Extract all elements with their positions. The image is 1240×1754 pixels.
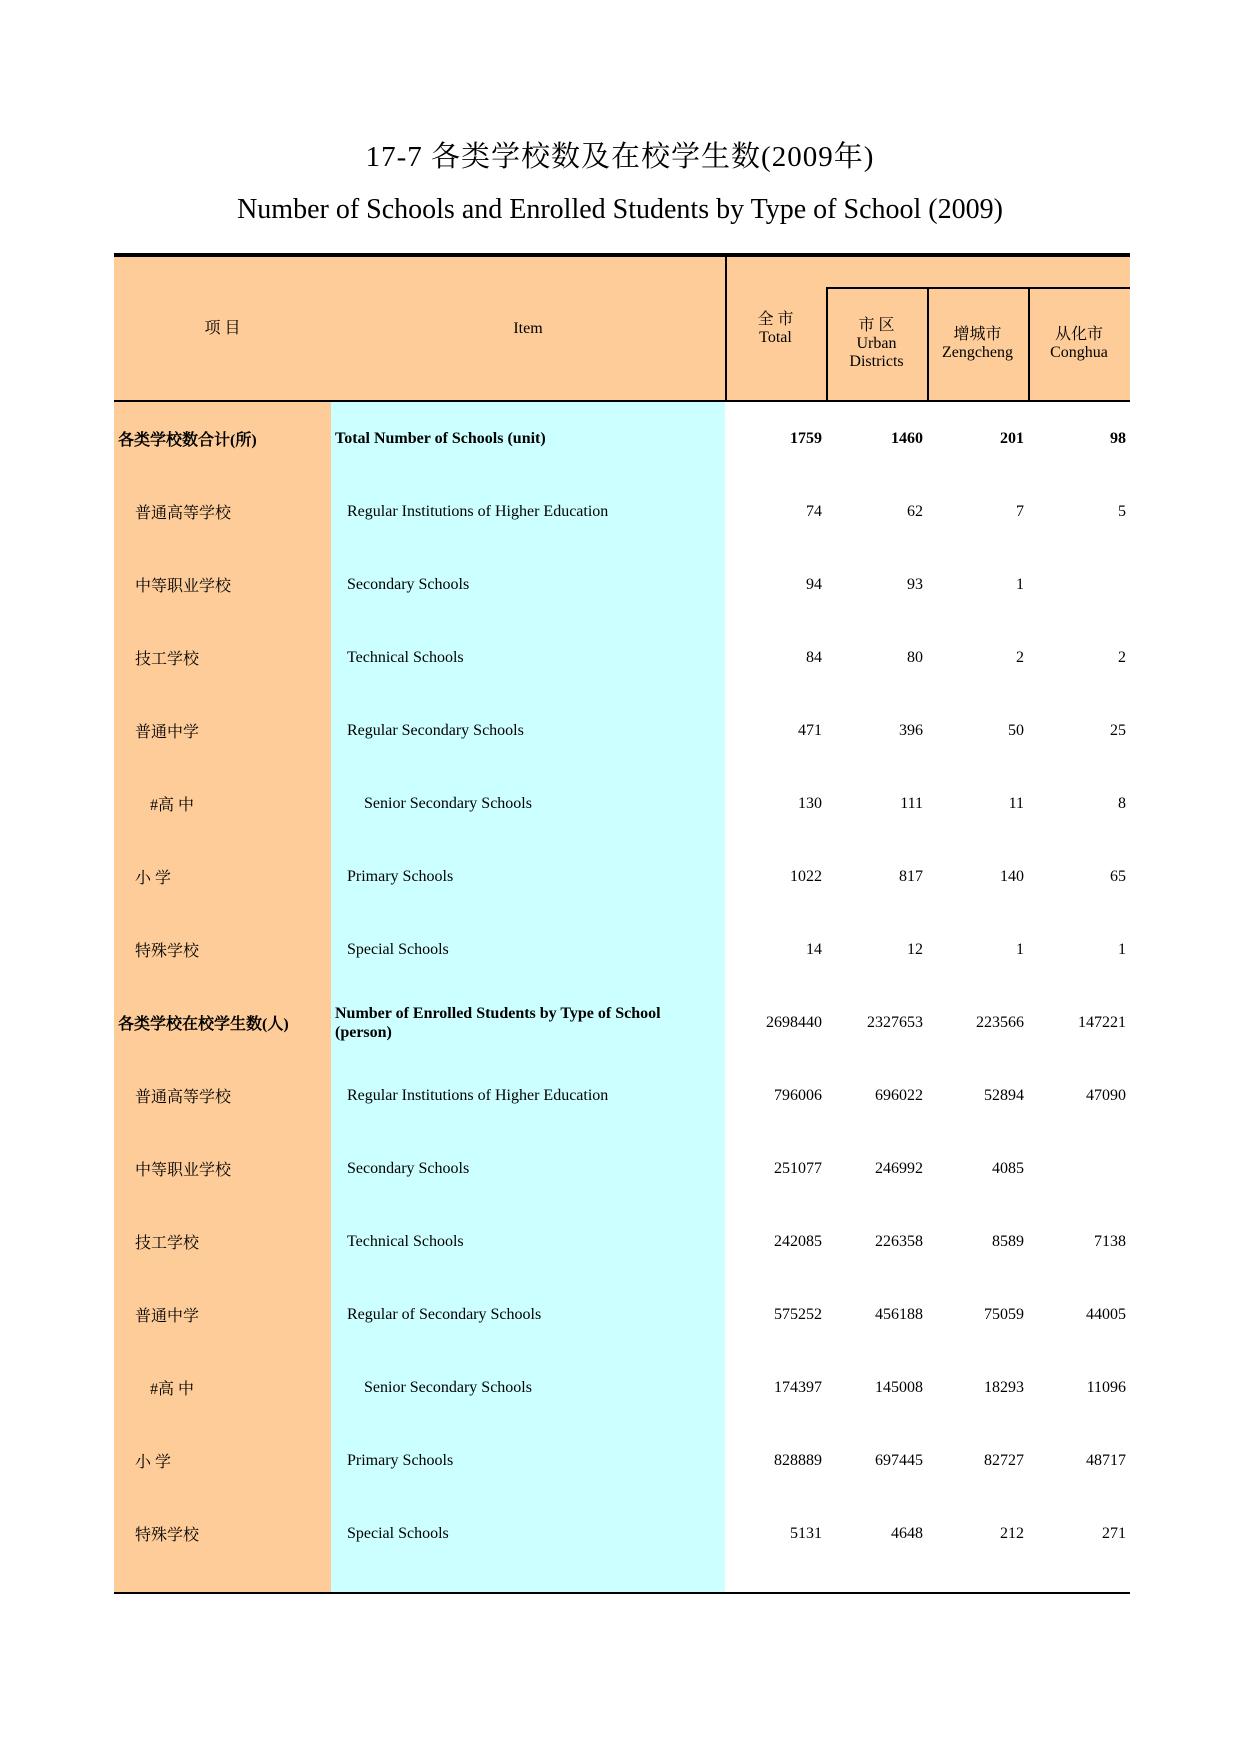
row-label-cn: 各类学校在校学生数(人) bbox=[118, 1016, 289, 1033]
cell-urban: 2327653 bbox=[867, 1013, 923, 1031]
table-row bbox=[114, 621, 1130, 694]
cell-urban: 696022 bbox=[875, 1086, 923, 1104]
table-row bbox=[114, 1132, 1130, 1205]
cell-total: 94 bbox=[806, 575, 822, 593]
cell-conghua: 48717 bbox=[1086, 1451, 1126, 1469]
cell-total: 242085 bbox=[774, 1232, 822, 1250]
row-label-en: Number of Enrolled Students by Type of School (person) bbox=[335, 1004, 661, 1041]
row-label-en: Senior Secondary Schools bbox=[364, 795, 532, 812]
cell-total: 796006 bbox=[774, 1086, 822, 1104]
cell-total: 14 bbox=[806, 940, 822, 958]
row-label-cn: 技工学校 bbox=[135, 651, 200, 668]
row-label-cn: #高 中 bbox=[150, 1381, 195, 1398]
cell-total: 575252 bbox=[774, 1305, 822, 1323]
cell-zengcheng: 212 bbox=[1000, 1524, 1024, 1542]
cell-urban: 111 bbox=[900, 794, 923, 812]
cell-urban: 697445 bbox=[875, 1451, 923, 1469]
cell-urban: 80 bbox=[907, 648, 923, 666]
cell-conghua: 7138 bbox=[1094, 1232, 1126, 1250]
cell-zengcheng: 8589 bbox=[992, 1232, 1024, 1250]
header-zengcheng-cn: 增城市 bbox=[953, 325, 1002, 343]
row-label-en: Secondary Schools bbox=[347, 576, 470, 593]
header-urban-en: Urban bbox=[856, 334, 897, 352]
cell-urban: 246992 bbox=[875, 1159, 923, 1177]
cell-zengcheng: 7 bbox=[1016, 502, 1024, 520]
table-row bbox=[114, 1497, 1130, 1570]
cell-total: 1759 bbox=[790, 429, 822, 447]
cell-conghua: 5 bbox=[1118, 502, 1126, 520]
cell-total: 74 bbox=[806, 502, 822, 520]
row-label-cn: 小 学 bbox=[135, 870, 172, 887]
row-label-en: Technical Schools bbox=[347, 649, 464, 666]
cell-zengcheng: 82727 bbox=[984, 1451, 1024, 1469]
row-label-en: Secondary Schools bbox=[347, 1160, 470, 1177]
table-row bbox=[114, 1205, 1130, 1278]
row-label-en: Technical Schools bbox=[347, 1233, 464, 1250]
table-row bbox=[114, 840, 1130, 913]
cell-zengcheng: 18293 bbox=[984, 1378, 1024, 1396]
cell-conghua bbox=[1028, 548, 1130, 621]
cell-conghua: 147221 bbox=[1078, 1013, 1126, 1031]
cell-total: 828889 bbox=[774, 1451, 822, 1469]
row-label-en: Primary Schools bbox=[347, 868, 454, 885]
header-zengcheng-en: Zengcheng bbox=[941, 343, 1014, 361]
row-label-cn: #高 中 bbox=[150, 797, 195, 814]
cell-urban: 226358 bbox=[875, 1232, 923, 1250]
header-item-cn: 项 目 bbox=[204, 319, 241, 337]
cell-zengcheng: 201 bbox=[1000, 429, 1024, 447]
cell-total: 84 bbox=[806, 648, 822, 666]
table-row bbox=[114, 1059, 1130, 1132]
row-label-cn: 普通高等学校 bbox=[135, 505, 232, 522]
header-urban-en2: Districts bbox=[849, 352, 904, 370]
row-label-en: Regular Secondary Schools bbox=[347, 722, 524, 739]
row-label-cn: 普通高等学校 bbox=[135, 1089, 232, 1106]
cell-conghua bbox=[1028, 1132, 1130, 1205]
cell-conghua: 47090 bbox=[1086, 1086, 1126, 1104]
table-row bbox=[114, 986, 1130, 1059]
cell-zengcheng: 11 bbox=[1008, 794, 1024, 812]
cell-zengcheng: 50 bbox=[1008, 721, 1024, 739]
header-zengcheng bbox=[927, 287, 1028, 400]
row-label-en: Senior Secondary Schools bbox=[364, 1379, 532, 1396]
header-item-en: Item bbox=[513, 319, 543, 337]
cell-urban: 145008 bbox=[875, 1378, 923, 1396]
cell-total: 130 bbox=[798, 794, 822, 812]
cell-conghua: 271 bbox=[1102, 1524, 1126, 1542]
cell-conghua: 44005 bbox=[1086, 1305, 1126, 1323]
header-total bbox=[725, 257, 826, 400]
cell-zengcheng: 2 bbox=[1016, 648, 1024, 666]
cell-conghua: 25 bbox=[1110, 721, 1126, 739]
cell-conghua: 2 bbox=[1118, 648, 1126, 666]
page-title-en: Number of Schools and Enrolled Students by Type of School (2009) bbox=[237, 194, 1003, 225]
row-label-cn: 普通中学 bbox=[135, 724, 200, 741]
cell-total: 251077 bbox=[774, 1159, 822, 1177]
cell-urban: 93 bbox=[907, 575, 923, 593]
row-label-cn: 中等职业学校 bbox=[135, 578, 232, 595]
row-label-en: Regular Institutions of Higher Education bbox=[347, 1087, 609, 1104]
cell-conghua: 11096 bbox=[1086, 1378, 1126, 1396]
header-conghua bbox=[1028, 287, 1130, 400]
row-label-en: Special Schools bbox=[347, 941, 449, 958]
cell-zengcheng: 223566 bbox=[976, 1013, 1024, 1031]
cell-zengcheng: 52894 bbox=[984, 1086, 1024, 1104]
header-urban-cn: 市 区 bbox=[858, 316, 895, 334]
table-row bbox=[114, 402, 1130, 475]
cell-zengcheng: 140 bbox=[1000, 867, 1024, 885]
cell-urban: 12 bbox=[907, 940, 923, 958]
header-conghua-en: Conghua bbox=[1050, 343, 1108, 361]
table-row bbox=[114, 1278, 1130, 1351]
table-row bbox=[114, 1424, 1130, 1497]
cell-total: 174397 bbox=[774, 1378, 822, 1396]
bottom-rule bbox=[114, 1592, 1130, 1594]
table-row bbox=[114, 548, 1130, 621]
cell-total: 471 bbox=[798, 721, 822, 739]
cell-conghua: 8 bbox=[1118, 794, 1126, 812]
table-row bbox=[114, 475, 1130, 548]
row-label-cn: 技工学校 bbox=[135, 1235, 200, 1252]
cell-zengcheng: 75059 bbox=[984, 1305, 1024, 1323]
table-row bbox=[114, 913, 1130, 986]
row-label-cn: 中等职业学校 bbox=[135, 1162, 232, 1179]
row-label-cn: 普通中学 bbox=[135, 1308, 200, 1325]
cell-zengcheng: 1 bbox=[1016, 575, 1024, 593]
row-label-cn: 小 学 bbox=[135, 1454, 172, 1471]
header-total-en: Total bbox=[759, 328, 792, 346]
cell-urban: 4648 bbox=[891, 1524, 923, 1542]
cell-urban: 456188 bbox=[875, 1305, 923, 1323]
row-label-cn: 特殊学校 bbox=[135, 943, 200, 960]
cell-total: 5131 bbox=[790, 1524, 822, 1542]
cell-zengcheng: 4085 bbox=[992, 1159, 1024, 1177]
cell-urban: 1460 bbox=[891, 429, 923, 447]
row-label-cn: 特殊学校 bbox=[135, 1527, 200, 1544]
row-label-en: Regular of Secondary Schools bbox=[347, 1306, 542, 1323]
row-label-en: Regular Institutions of Higher Education bbox=[347, 503, 609, 520]
page-title-cn: 17-7 各类学校数及在校学生数(2009年) bbox=[365, 141, 875, 173]
row-label-cn: 各类学校数合计(所) bbox=[118, 432, 257, 449]
cell-urban: 817 bbox=[899, 867, 923, 885]
cell-urban: 62 bbox=[907, 502, 923, 520]
row-label-en: Primary Schools bbox=[347, 1452, 454, 1469]
cell-conghua: 98 bbox=[1110, 429, 1126, 447]
cell-conghua: 1 bbox=[1118, 940, 1126, 958]
header-total-cn: 全 市 bbox=[757, 310, 794, 328]
table-row bbox=[114, 767, 1130, 840]
cell-total: 2698440 bbox=[766, 1013, 822, 1031]
table-header bbox=[114, 257, 1130, 402]
table-row bbox=[114, 694, 1130, 767]
row-label-en: Total Number of Schools (unit) bbox=[335, 430, 546, 447]
cell-urban: 396 bbox=[899, 721, 923, 739]
cell-total: 1022 bbox=[790, 867, 822, 885]
header-urban bbox=[826, 287, 927, 400]
row-label-en: Special Schools bbox=[347, 1525, 449, 1542]
cell-conghua: 65 bbox=[1110, 867, 1126, 885]
header-conghua-cn: 从化市 bbox=[1054, 325, 1103, 343]
table-row bbox=[114, 1351, 1130, 1424]
cell-zengcheng: 1 bbox=[1016, 940, 1024, 958]
